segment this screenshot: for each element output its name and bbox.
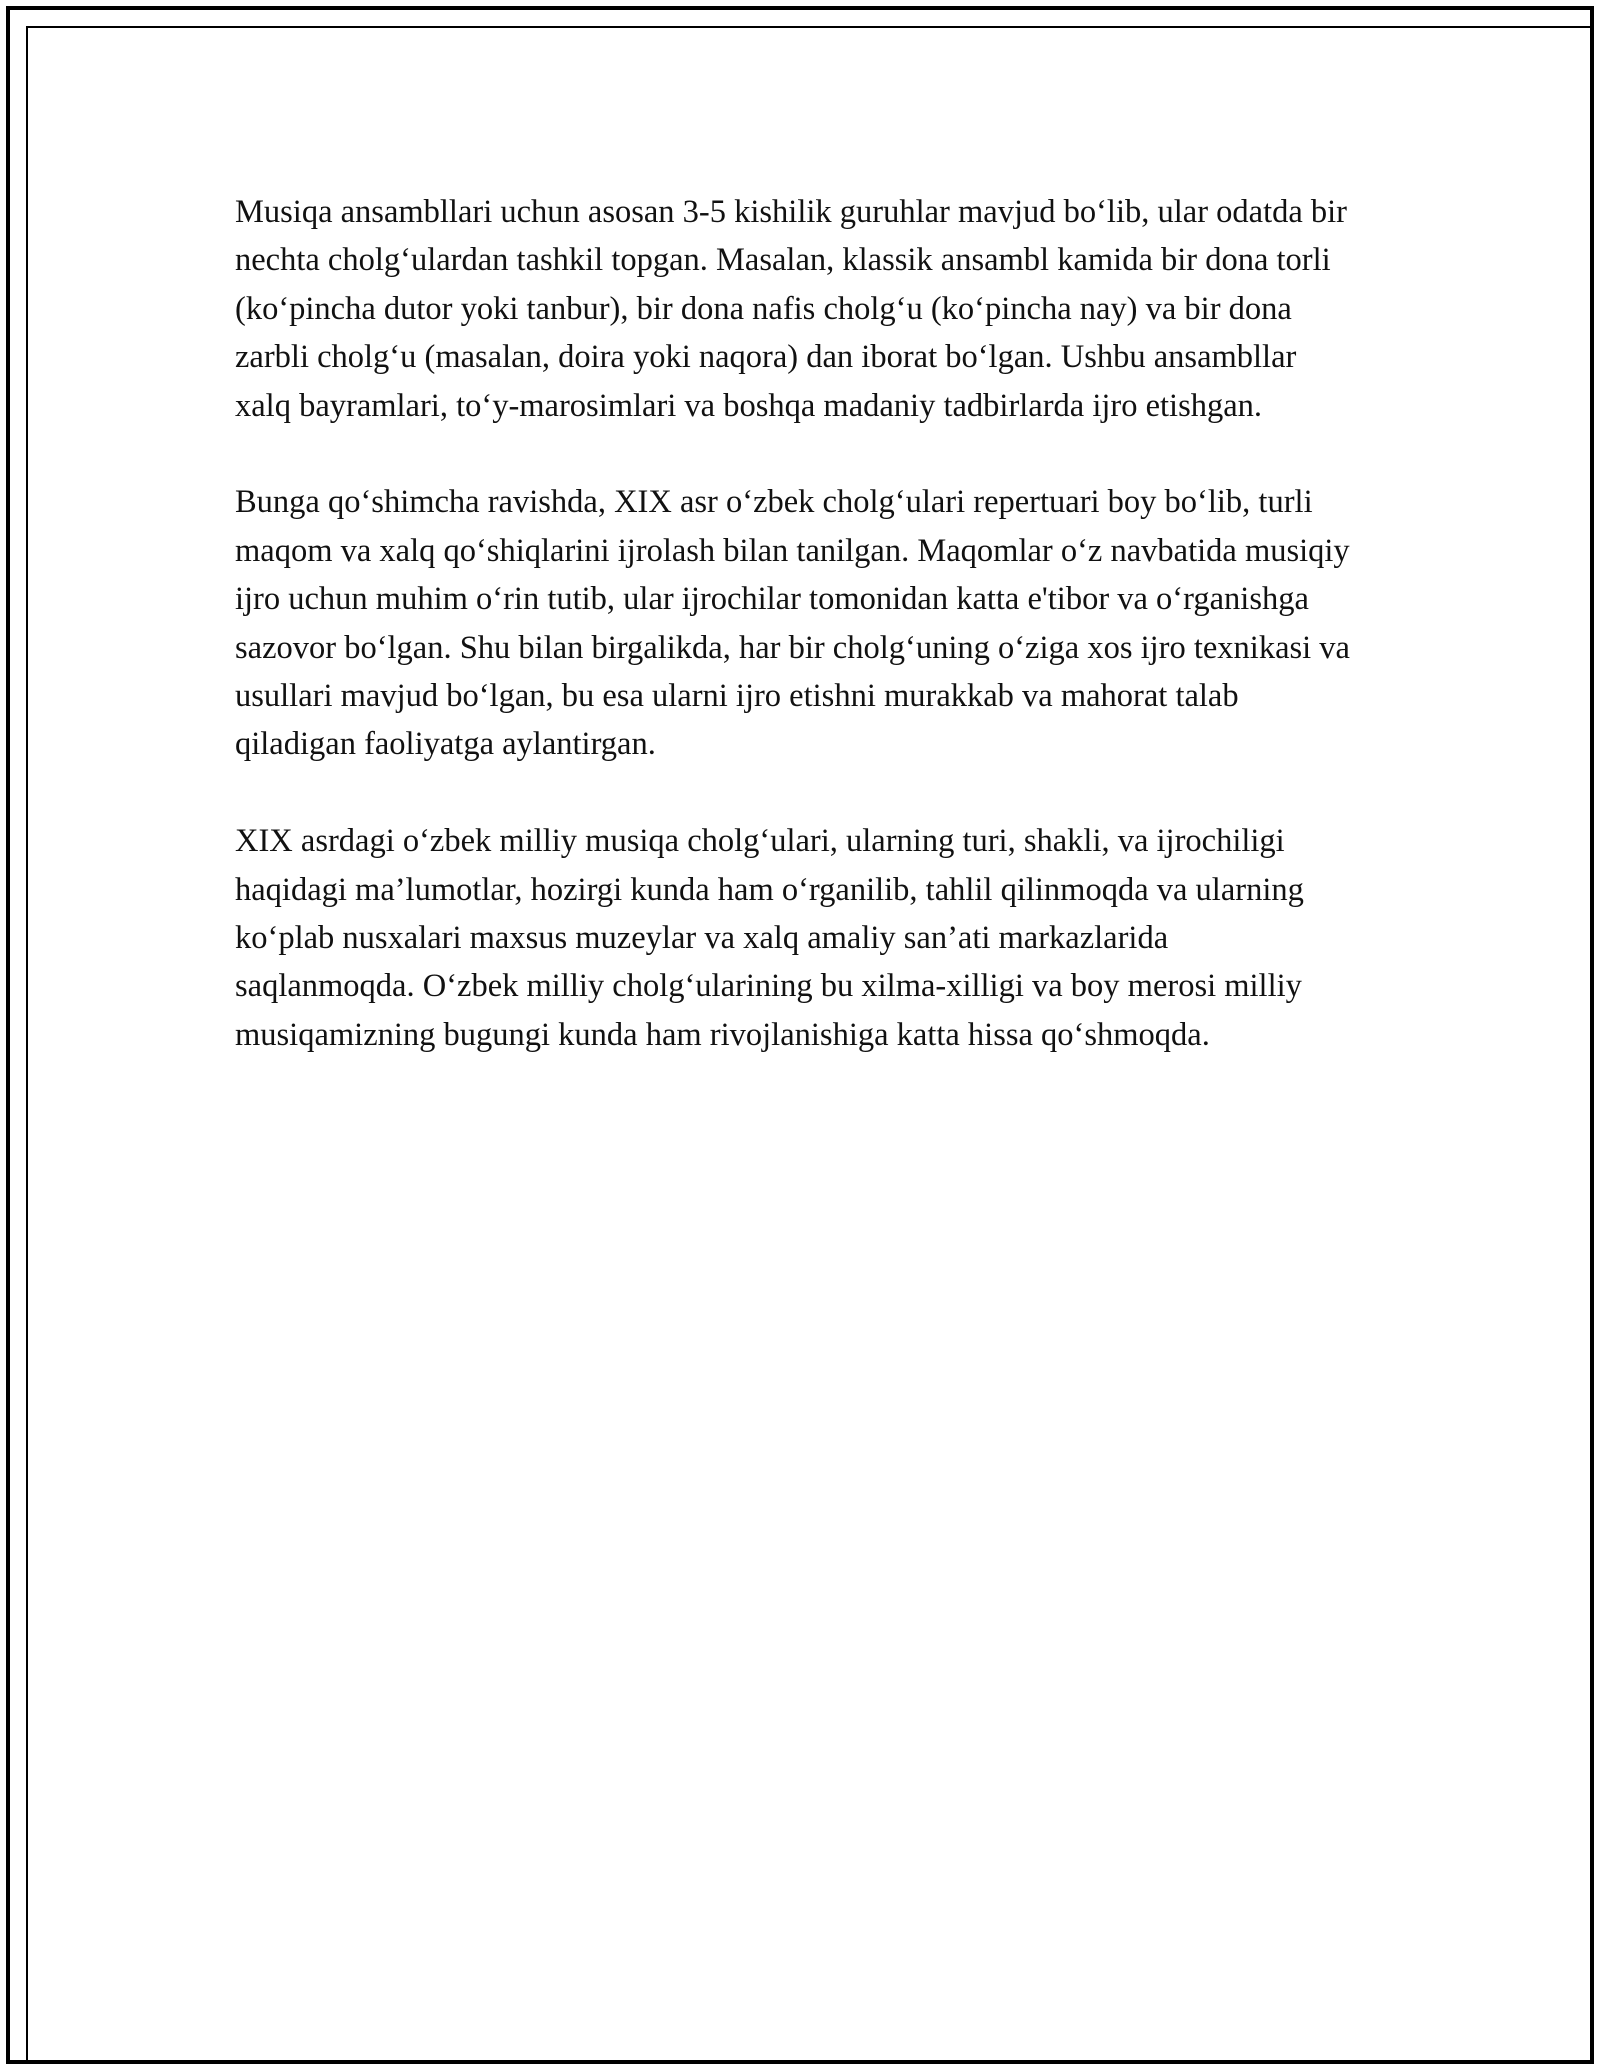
- document-body: [235, 188, 1355, 1108]
- paragraph-1: Musiqa ansambllari uchun asosan 3-5 kishilik guruhlar mavjud bo‘lib, ular odatda bir nechta cholg‘ulardan tashkil topgan. Masalan, klassik ansambl kamida bir dona torli (ko‘pincha dutor yoki tanbur), bir dona nafis cholg‘u (ko‘pincha nay) va bir dona zarbli cholg‘u (masalan, doira yoki naqora) dan iborat bo‘lgan. Ushbu ansambllar xalq bayramlari, to‘y-marosimlari va boshqa madaniy tadbirlarda ijro etishgan.: [235, 194, 1347, 424]
- paragraph-2: Bunga qo‘shimcha ravishda, XIX asr o‘zbek cholg‘ulari repertuari boy bo‘lib, turli maqom va xalq qo‘shiqlarini ijrolash bilan tanilgan. Maqomlar o‘z navbatida musiqiy ijro uchun muhim o‘rin tutib, ular ijrochilar tomonidan katta e'tibor va o‘rganishga sazovor bo‘lgan. Shu bilan birgalikda, har bir cholg‘uning o‘ziga xos ijro texnikasi va usullari mavjud bo‘lgan, bu esa ularni ijro etishni murakkab va mahorat talab qiladigan faoliyatga aylantirgan.: [235, 484, 1350, 763]
- paragraph-3: XIX asrdagi o‘zbek milliy musiqa cholg‘ulari, ularning turi, shakli, va ijrochiligi haqidagi ma’lumotlar, hozirgi kunda ham o‘rganilib, tahlil qilinmoqda va ularning ko‘plab nusxalari maxsus muzeylar va xalq amaliy san’ati markazlarida saqlanmoqda. O‘zbek milliy cholg‘ularining bu xilma-xilligi va boy merosi milliy musiqamizning bugungi kunda ham rivojlanishiga katta hissa qo‘shmoqda.: [235, 823, 1304, 1053]
